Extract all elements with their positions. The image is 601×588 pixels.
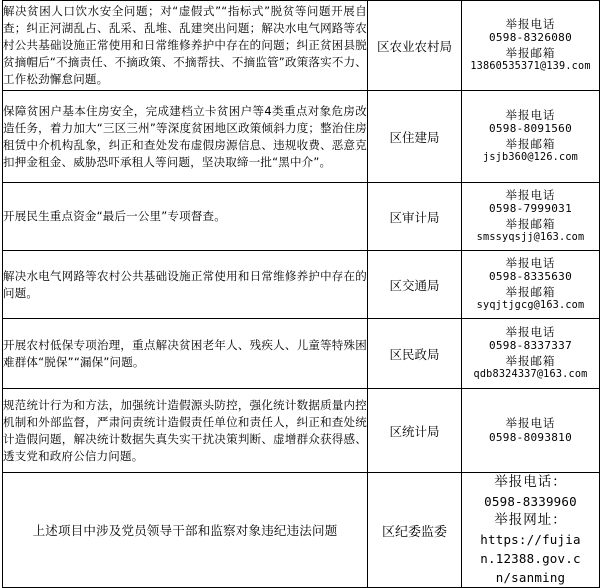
issue-description: 保障贫困户基本住房安全，完成建档立卡贫困户等4类重点对象危房改造任务，着力加大“三区三州”等深度贫困地区政策倾斜力度；整治住房租赁中介机构乱象，纠正和查处发布虚假房源信息、违规收费、恶意克扣押金租金、威胁恐吓承租人等问题，坚决取缔一批“黑中介”。 [3,91,368,183]
contact-cell [462,389,600,473]
department-name: 区统计局 [368,389,462,473]
mail-label: 举报邮箱 [505,284,556,299]
issue-description: 开展农村低保专项治理，重点解决贫困老年人、残疾人、儿童等特殊困难群体“脱保”“漏保”问题。 [3,319,368,389]
contact-cell [462,183,600,251]
department-name: 区民政局 [368,319,462,389]
phone-number[interactable]: 0598-8091560 [488,122,573,135]
phone-number[interactable]: 0598-7999031 [488,202,573,215]
mail-address[interactable]: 13860535371@139.com [470,61,591,72]
phone-label: 举报电话： [494,474,567,490]
department-name: 区农业农村局 [368,1,462,91]
phone-label: 举报电话 [505,324,556,339]
phone-number[interactable]: 0598-8335630 [488,270,573,283]
contact-cell [462,251,600,319]
contact-cell [462,1,600,91]
issue-description: 上述项目中涉及党员领导干部和监察对象违纪违法问题 [3,473,368,588]
phone-number[interactable]: 0598-8093810 [488,430,573,444]
table-row [3,473,600,588]
table-row [3,1,600,91]
issue-description: 规范统计行为和方法，加强统计造假源头防控，强化统计数据质量内控机制和外部监督，严肃问责统计造假责任单位和责任人，纠正和查处统计造假问题，解决统计数据失真失实干扰决策判断、虚增群众获得感、透支党和政府公信力问题。 [3,389,368,473]
table-row [3,183,600,251]
department-name: 区纪委监委 [368,473,462,588]
contact-cell [462,473,600,588]
contact-cell [462,319,600,389]
phone-number[interactable]: 0598-8339960 [484,494,577,509]
table-row [3,91,600,183]
phone-number[interactable]: 0598-8326080 [488,31,573,44]
phone-label: 举报电话 [505,187,556,202]
phone-number[interactable]: 0598-8337337 [488,339,573,352]
mail-label: 举报邮箱 [505,45,556,60]
table-row [3,389,600,473]
report-url-link[interactable]: https://fujian.12388.gov.cn/sanming [480,532,581,585]
mail-label: 举报邮箱 [505,216,556,231]
phone-label: 举报电话 [505,107,556,122]
mail-address[interactable]: qdb8324337@163.com [473,369,588,380]
phone-label: 举报电话 [505,16,556,31]
issue-description: 解决贫困人口饮水安全问题；对“虚假式”“指标式”脱贫等问题开展自查；纠正河湖乱占、乱采、乱堆、乱建突出问题；解决水电气网路等农村公共基础设施正常使用和日常维修养护中存在的问题；纠正贫困县脱贫摘帽后“不摘责任、不摘政策、不摘帮扶、不摘监管”政策落实不力、工作松劲懈怠问题。 [3,1,368,91]
mail-address[interactable]: syqjtjgcg@163.com [476,300,585,311]
department-name: 区住建局 [368,91,462,183]
issue-description: 开展民生重点资金“最后一公里”专项督查。 [3,183,368,251]
mail-address[interactable]: jsjb360@126.com [482,152,578,163]
table-row [3,319,600,389]
mail-label: 举报邮箱 [505,136,556,151]
complaint-hotline-table [2,0,600,588]
mail-label: 举报邮箱 [505,353,556,368]
issue-description: 解决水电气网路等农村公共基础设施正常使用和日常维修养护中存在的问题。 [3,251,368,319]
table-row [3,251,600,319]
mail-address[interactable]: smssyqsjj@163.com [476,232,585,243]
url-label: 举报网址： [494,512,567,528]
contact-cell [462,91,600,183]
department-name: 区交通局 [368,251,462,319]
department-name: 区审计局 [368,183,462,251]
phone-label: 举报电话 [505,416,556,430]
phone-label: 举报电话 [505,255,556,270]
